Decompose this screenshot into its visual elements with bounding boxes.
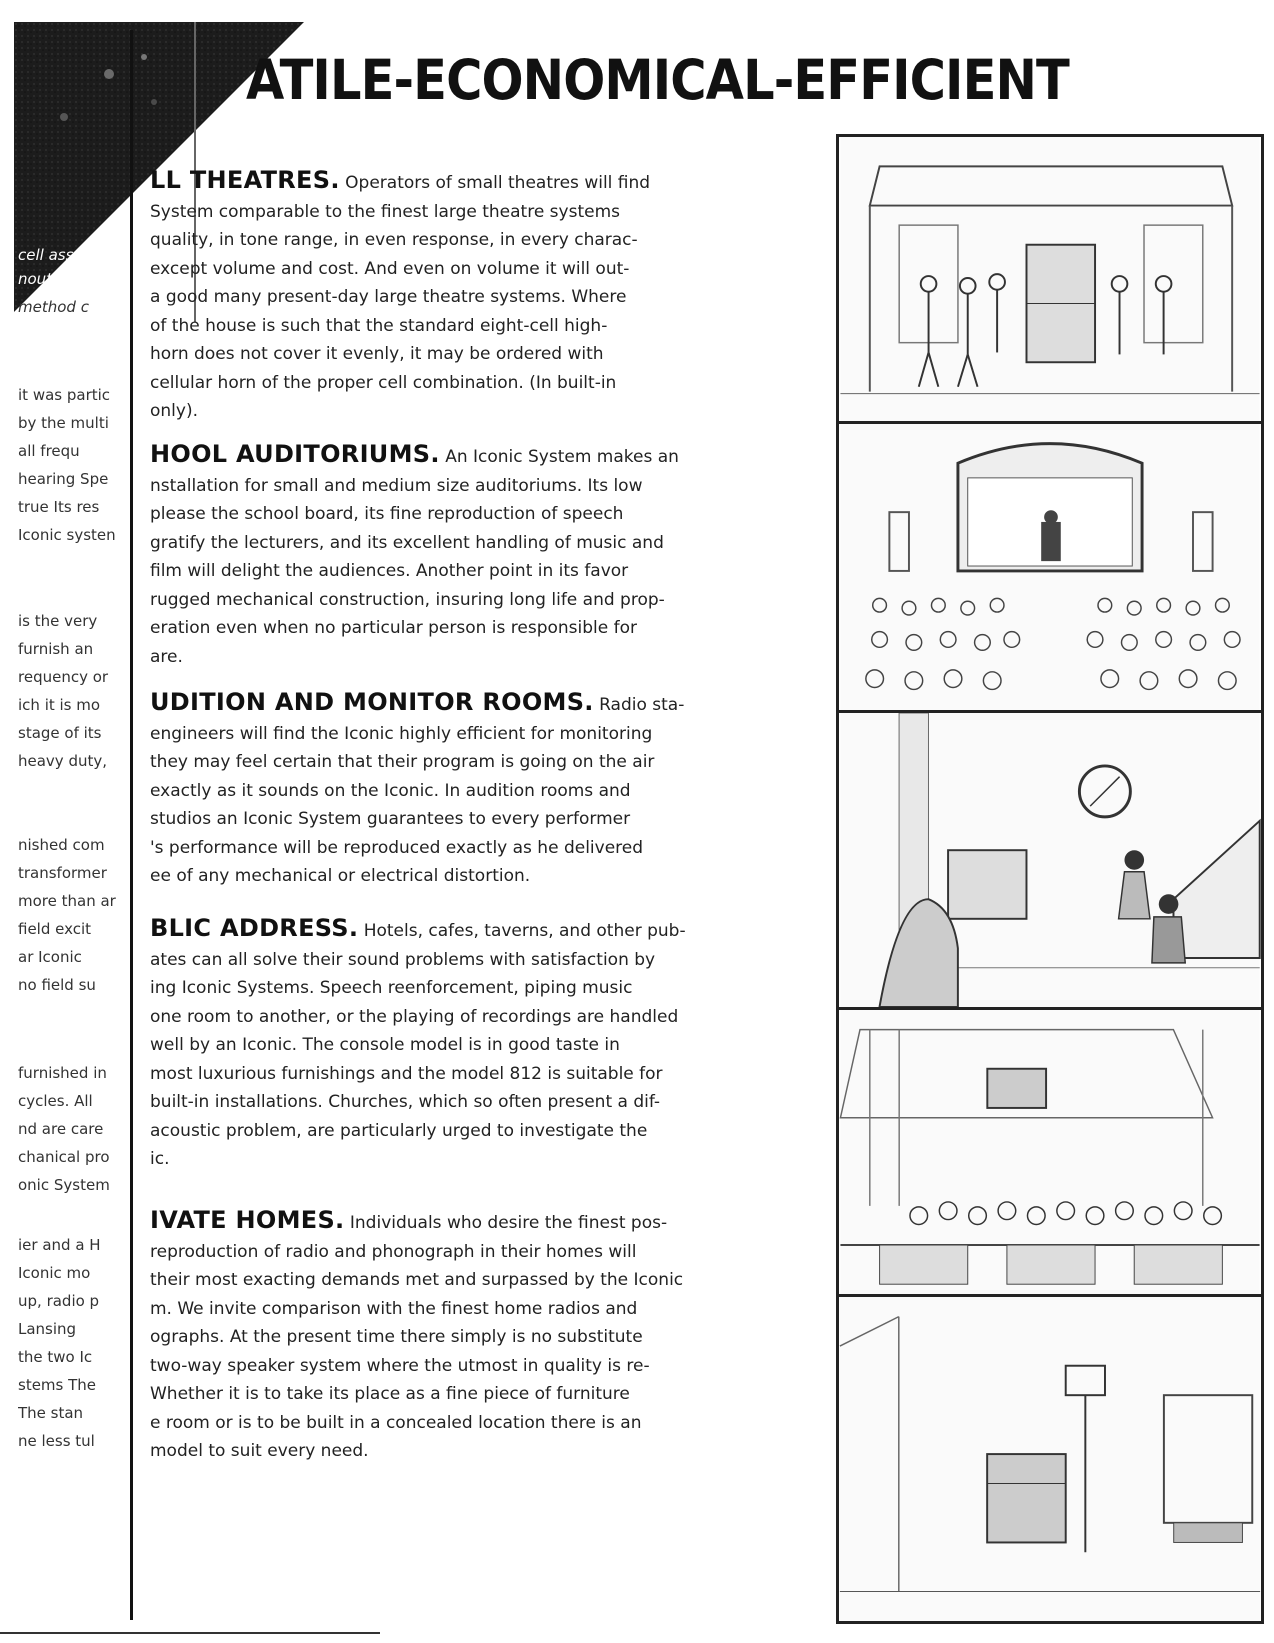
remnant-line: method c [18,298,89,316]
text-line: two-way speaker system where the utmost in quality is re- [150,1355,650,1376]
remnant-line: requency or [18,668,109,686]
text-line: they may feel certain that their program is going on the air [150,752,655,772]
text-line: Individuals who desire the finest pos- [349,1213,668,1233]
section-private-homes [150,1206,735,1466]
text-line: a good many present-day large theatre systems. Where [150,287,627,307]
remnant-line: Lansing [18,1320,77,1338]
section-paragraph [150,914,735,1174]
page-headline: ATILE-ECONOMICAL-EFFICIENT [246,48,1069,112]
remnant-line: The stan [18,1404,84,1422]
remnant-line: more than ar [18,892,116,910]
remnant-line: ar Iconic [18,948,82,966]
text-line: of the house is such that the standard eight-cell high- [150,315,608,336]
remnant-line: nished com [18,836,105,854]
text-line: built-in installations. Churches, which so often present a dif- [150,1092,661,1112]
illustration-restaurant [836,1007,1264,1297]
illustration-strip [836,134,1264,1634]
section-audition-monitor-rooms [150,688,735,891]
section-title: LL THEATRES. [150,166,340,194]
section-paragraph [150,440,735,671]
text-line: engineers will find the Iconic highly efficient for monitoring [150,723,653,744]
text-line: most luxurious furnishings and the model 812 is suitable for [150,1063,663,1084]
text-line: ing Iconic Systems. Speech reenforcement, piping music [150,978,633,998]
remnant-line: ich it is mo [18,696,101,714]
remnant-line: true Its res [18,498,100,516]
text-line: one room to another, or the playing of recordings are handled [150,1006,679,1027]
text-line: film will delight the audiences. Another point in its favor [150,561,629,581]
remnant-line: by the multi [18,414,109,432]
text-line: e room or is to be built in a concealed location there is an [150,1412,642,1433]
text-line: An Iconic System makes an [445,447,679,467]
illustration-radio-studio [836,710,1264,1010]
remnant-line: field excit [18,920,92,938]
remnant-line: onic System [18,1176,110,1194]
illustration-private-home [836,1294,1264,1624]
remnant-line: up, radio p [18,1292,100,1310]
text-line: m. We invite comparison with the finest home radios and [150,1298,638,1319]
remnant-line: heavy duty, [18,752,108,770]
remnant-line: furnish an [18,640,94,658]
remnant-line: ne less tul [18,1432,95,1450]
text-line: except volume and cost. And even on volume it will out- [150,258,630,279]
text-line: model to suit every need. [150,1441,369,1461]
text-line: ic. [150,1149,170,1169]
remnant-line: nd are care [18,1120,104,1138]
text-line: studios an Iconic System guarantees to every performer [150,809,631,829]
remnant-line: hearing Spe [18,470,109,488]
remnant-line: nout objec [18,270,98,288]
text-line: Hotels, cafes, taverns, and other pub- [363,921,686,941]
section-small-theatres [150,166,735,426]
text-line: acoustic problem, are particularly urged to investigate the [150,1120,648,1141]
page-gutter-shadow [130,30,133,1620]
section-title: BLIC ADDRESS. [150,914,359,942]
remnant-line: stems The [18,1376,97,1394]
remnant-line: Iconic mo [18,1264,91,1282]
text-line: their most exacting demands met and surpassed by the Iconic [150,1270,684,1290]
illustration-theatre-lobby [836,134,1264,424]
text-line: eration even when no particular person is responsible for [150,618,638,638]
remnant-line: is the very [18,612,98,630]
text-line: 's performance will be reproduced exactly as he delivered [150,837,644,858]
bottom-rule [0,1632,380,1634]
text-line: nstallation for small and medium size auditoriums. Its low [150,475,643,496]
text-line: quality, in tone range, in even response, in every charac- [150,230,638,250]
text-line: Operators of small theatres will find [345,173,651,193]
section-paragraph [150,1206,735,1466]
text-line: reproduction of radio and phonograph in their homes will [150,1241,637,1262]
remnant-line: no field su [18,976,96,994]
section-school-auditoriums [150,440,735,671]
text-line: gratify the lecturers, and its excellent handling of music and [150,532,664,553]
remnant-line: furnished in [18,1064,107,1082]
remnant-line: cell ass [18,246,74,264]
text-line: System comparable to the finest large theatre systems [150,201,620,222]
text-line: Radio sta- [599,695,685,715]
text-line: ee of any mechanical or electrical distortion. [150,866,531,886]
remnant-line: transformer [18,864,107,882]
section-public-address [150,914,735,1174]
text-line: ographs. At the present time there simply is no substitute [150,1327,643,1347]
text-line: ates can all solve their sound problems with satisfaction by [150,949,656,970]
text-line: horn does not cover it evenly, it may be ordered with [150,344,604,364]
text-line: only). [150,401,198,421]
text-line: rugged mechanical construction, insuring long life and prop- [150,589,665,610]
remnant-line: chanical pro [18,1148,110,1166]
remnant-line: Iconic systen [18,526,116,544]
text-line: are. [150,646,183,667]
text-line: well by an Iconic. The console model is in good taste in [150,1035,620,1055]
remnant-line: cycles. All [18,1092,93,1110]
section-title: IVATE HOMES. [150,1206,345,1234]
text-line: please the school board, its fine reproduction of speech [150,504,624,524]
remnant-line: stage of its [18,724,102,742]
section-paragraph [150,688,735,891]
remnant-line: all frequ [18,442,80,460]
remnant-line: it was partic [18,386,111,404]
section-title: HOOL AUDITORIUMS. [150,440,440,468]
illustration-school-auditorium [836,421,1264,713]
remnant-line: ier and a H [18,1236,101,1254]
remnant-line: the two Ic [18,1348,93,1366]
left-page-remnant [0,0,150,1643]
text-line: cellular horn of the proper cell combination. (In built-in [150,372,617,393]
text-line: exactly as it sounds on the Iconic. In audition rooms and [150,780,631,801]
section-paragraph [150,166,735,426]
section-title: UDITION AND MONITOR ROOMS. [150,688,594,716]
text-line: Whether it is to take its place as a fine piece of furniture [150,1384,630,1404]
